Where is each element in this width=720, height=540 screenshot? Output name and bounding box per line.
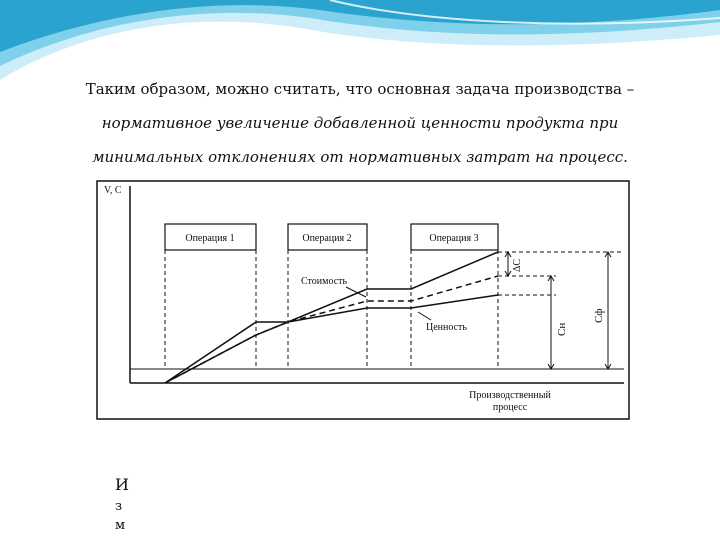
y-axis-label: V, C — [104, 185, 122, 196]
intro-text-line: Таким образом, можно считать, что основная задача производства – — [85, 80, 635, 98]
cf-label: Cф — [593, 308, 605, 323]
cost-value-diagram — [96, 180, 630, 420]
cost-label: Стоимость — [301, 276, 348, 287]
operation-1-label: Операция 1 — [185, 233, 235, 244]
cn-label: Cн — [556, 322, 568, 336]
x-axis-label-1: Производственный — [469, 390, 551, 401]
emphasis-text-line-2: минимальных отклонениях от нормативных затрат на процесс. — [92, 148, 628, 166]
emphasis-text-line-1: нормативное увеличение добавленной ценности продукта при — [101, 114, 619, 132]
x-axis-label-2: процесс — [492, 402, 528, 413]
delta-c-label: ΔC — [512, 258, 523, 272]
value-label: Ценность — [426, 322, 467, 333]
truncated-text-fragment-1: И — [115, 475, 129, 494]
truncated-text-fragment-2: з — [115, 499, 123, 514]
operation-2-label: Операция 2 — [302, 233, 352, 244]
truncated-text-fragment-3: м — [115, 518, 126, 533]
operation-3-label: Операция 3 — [429, 233, 479, 244]
